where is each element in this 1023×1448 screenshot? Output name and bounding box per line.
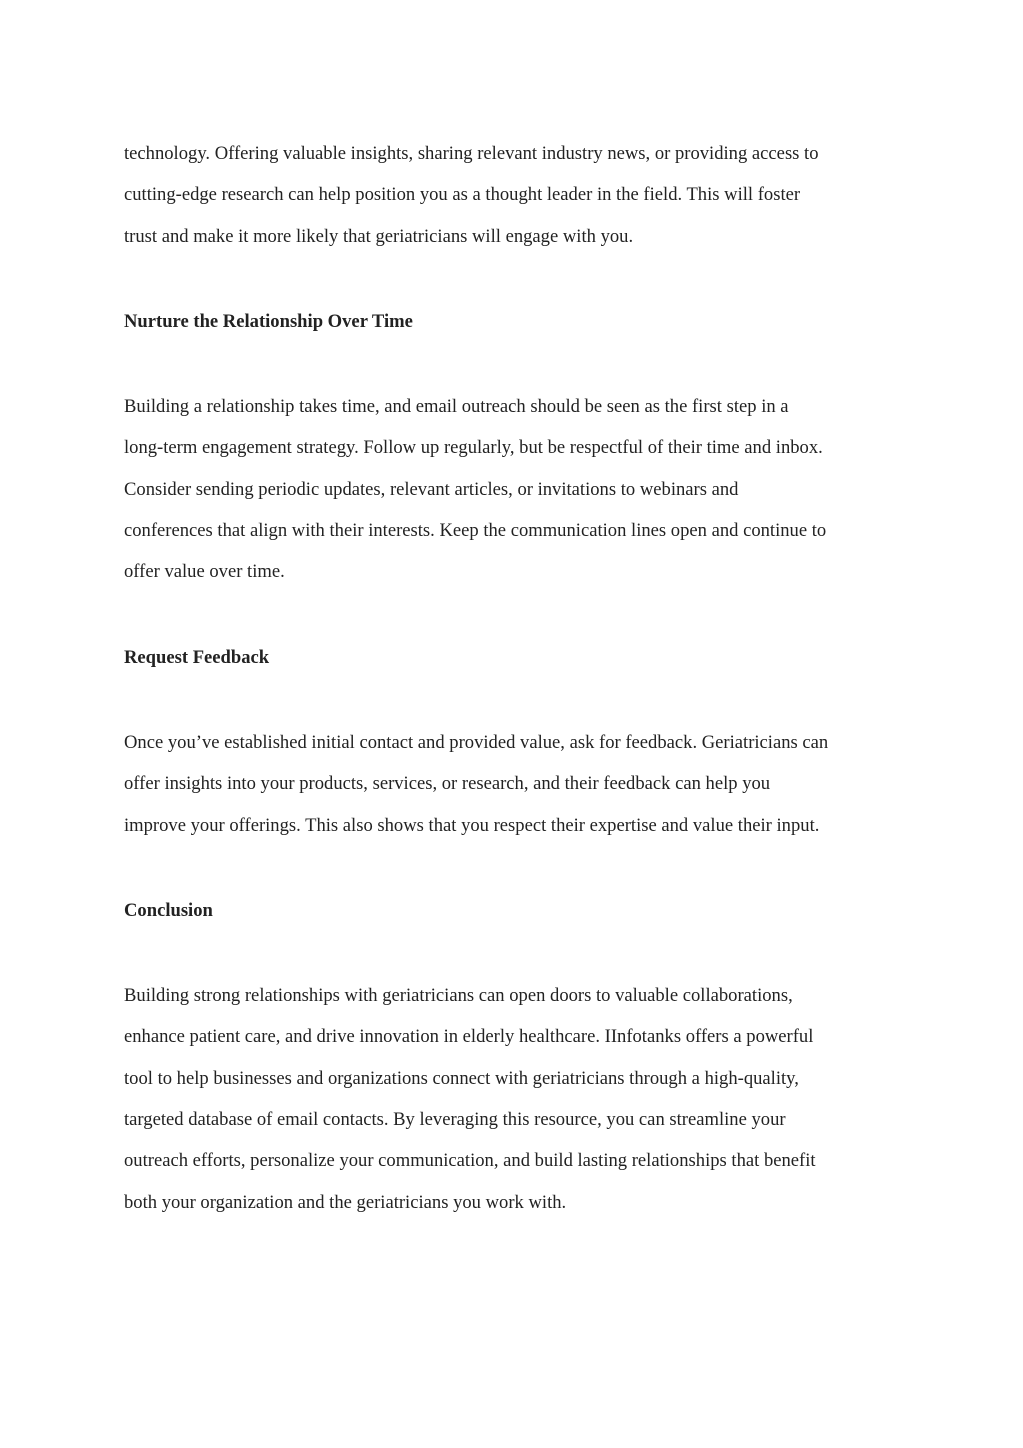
paragraph-line: Building a relationship takes time, and email outreach should be seen as the first step in a <box>124 396 789 418</box>
section-paragraph <box>124 726 914 850</box>
section-paragraph <box>124 979 914 1227</box>
section-heading: Request Feedback <box>124 646 270 668</box>
paragraph-line: Once you’ve established initial contact and provided value, ask for feedback. Geriatricians can <box>124 731 829 753</box>
section-heading: Nurture the Relationship Over Time <box>124 310 413 332</box>
paragraph-line: cutting-edge research can help position you as a thought leader in the field. This will foster <box>124 184 801 206</box>
paragraph-line: improve your offerings. This also shows that you respect their expertise and value their input. <box>124 814 820 836</box>
document-body <box>124 137 914 1227</box>
paragraph-line: enhance patient care, and drive innovation in elderly healthcare. IInfotanks offers a powerful <box>124 1026 814 1048</box>
paragraph-line: technology. Offering valuable insights, sharing relevant industry news, or providing access to <box>124 143 819 164</box>
intro-paragraph <box>124 137 914 261</box>
paragraph-line: tool to help businesses and organizations connect with geriatricians through a high-quality, <box>124 1067 799 1089</box>
paragraph-line: offer insights into your products, services, or research, and their feedback can help you <box>124 773 771 795</box>
section-nurture <box>124 305 914 597</box>
paragraph-line: Consider sending periodic updates, relevant articles, or invitations to webinars and <box>124 478 739 500</box>
paragraph-line: Building strong relationships with geriatricians can open doors to valuable collaborations, <box>124 985 793 1007</box>
section-paragraph <box>124 390 914 596</box>
paragraph-line: offer value over time. <box>124 561 285 583</box>
section-heading: Conclusion <box>124 899 213 921</box>
paragraph-line: targeted database of email contacts. By leveraging this resource, you can streamline your <box>124 1109 786 1131</box>
paragraph-line: outreach efforts, personalize your communication, and build lasting relationships that benefit <box>124 1150 816 1172</box>
paragraph-line: long-term engagement strategy. Follow up regularly, but be respectful of their time and inbox. <box>124 437 823 459</box>
section-conclusion <box>124 894 914 1227</box>
section-request-feedback <box>124 641 914 850</box>
paragraph-line: both your organization and the geriatricians you work with. <box>124 1191 567 1213</box>
paragraph-line: trust and make it more likely that geriatricians will engage with you. <box>124 225 634 247</box>
paragraph-line: conferences that align with their interests. Keep the communication lines open and continue to <box>124 520 827 542</box>
